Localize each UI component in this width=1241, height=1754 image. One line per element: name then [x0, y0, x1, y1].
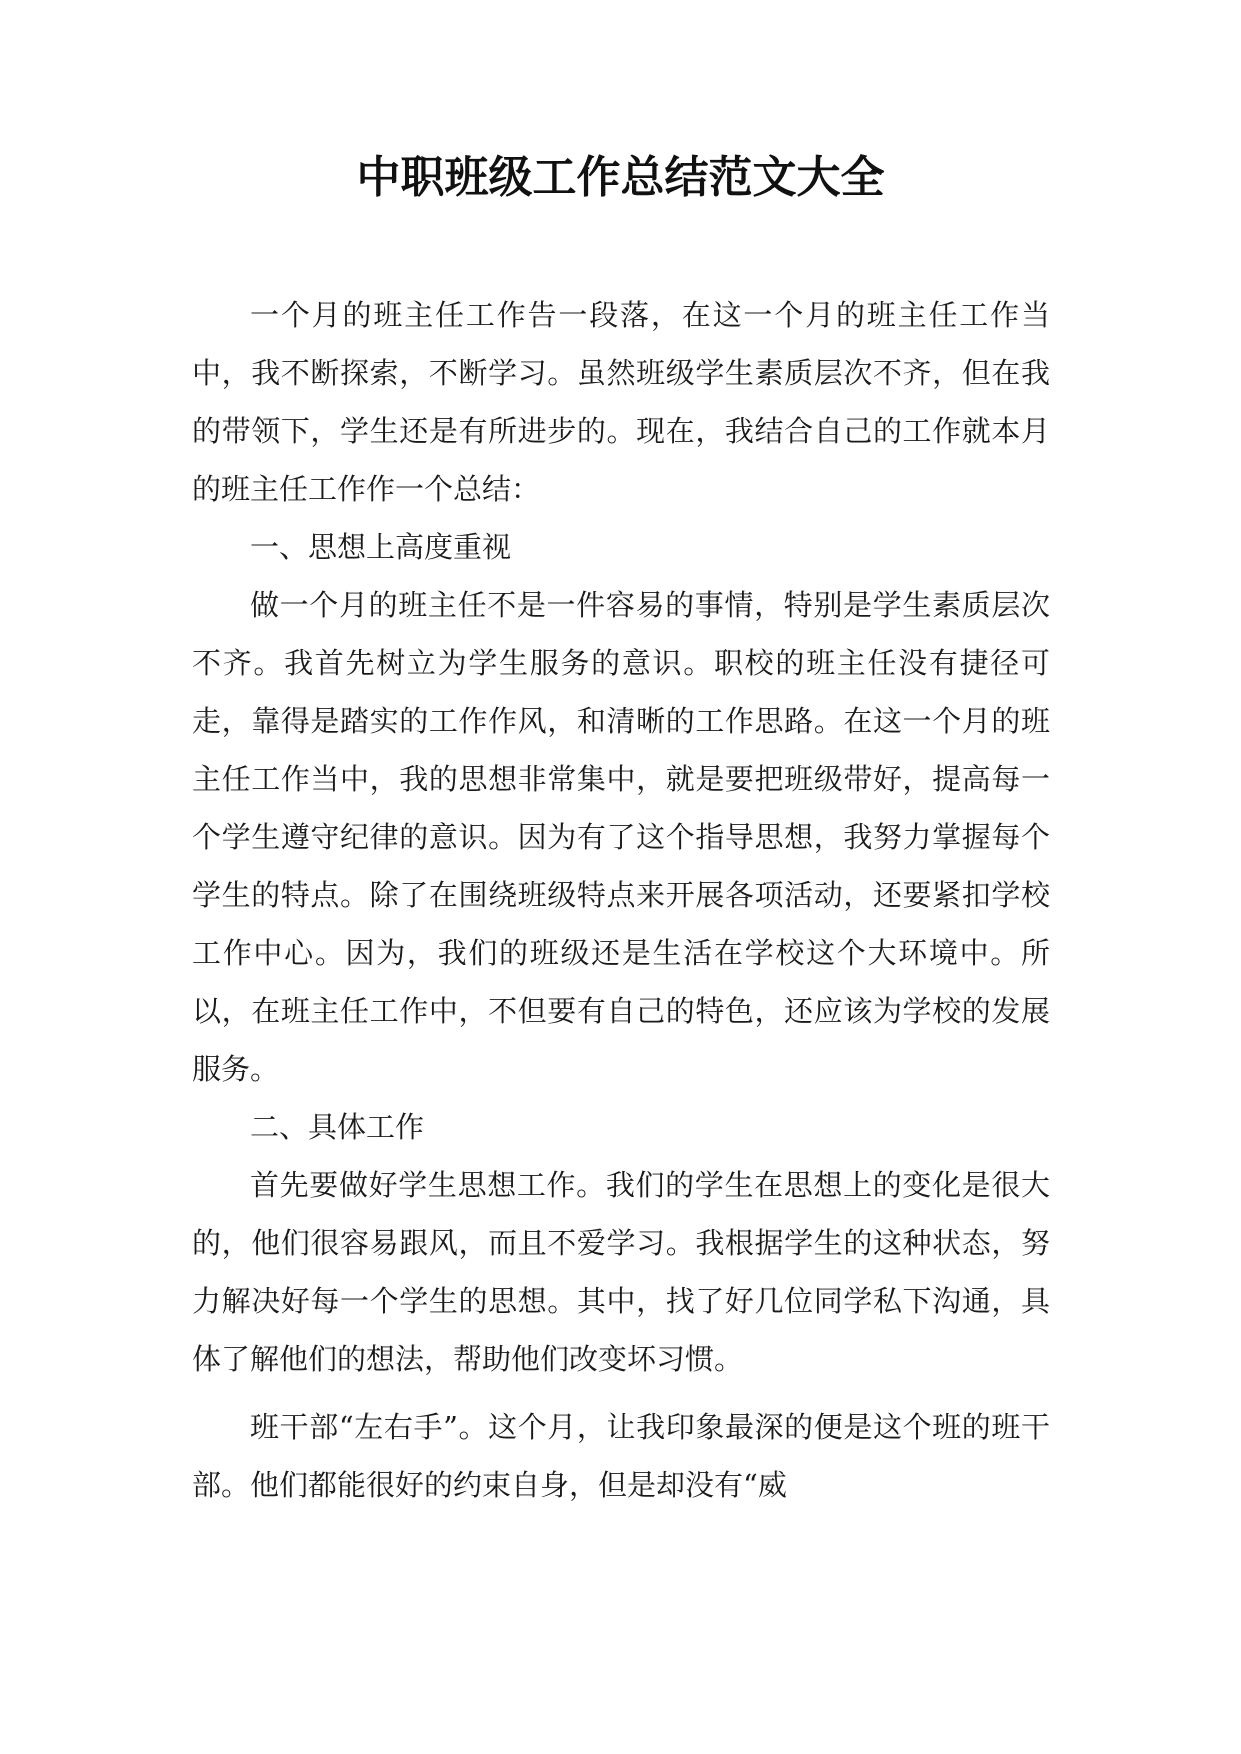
- section-1-paragraph: 做一个月的班主任不是一件容易的事情，特别是学生素质层次不齐。我首先树立为学生服务的意识。职校的班主任没有捷径可走，靠得是踏实的工作作风，和清晰的工作思路。在这一个月的班主任工作当中，我的思想非常集中，就是要把班级带好，提高每一个学生遵守纪律的意识。因为有了这个指导思想，我努力掌握每个学生的特点。除了在围绕班级特点来开展各项活动，还要紧扣学校工作中心。因为，我们的班级还是生活在学校这个大环境中。所以，在班主任工作中，不但要有自己的特色，还应该为学校的发展服务。: [192, 588, 1050, 1086]
- paragraph-spacer: [192, 1388, 1050, 1398]
- section-heading-1: 一、思想上高度重视: [250, 530, 512, 564]
- document-body: [192, 286, 1050, 1514]
- section-heading-2: 二、具体工作: [250, 1110, 425, 1144]
- document-title: 中职班级工作总结范文大全: [356, 152, 885, 203]
- intro-paragraph: 一个月的班主任工作告一段落，在这一个月的班主任工作当中，我不断探索，不断学习。虽然班级学生素质层次不齐，但在我的带领下，学生还是有所进步的。现在，我结合自己的工作就本月的班主任工作作一个总结：: [192, 298, 1050, 506]
- section-2-paragraph-1: 首先要做好学生思想工作。我们的学生在思想上的变化是很大的，他们很容易跟风，而且不爱学习。我根据学生的这种状态，努力解决好每一个学生的思想。其中，找了好几位同学私下沟通，具体了解他们的想法，帮助他们改变坏习惯。: [192, 1168, 1050, 1376]
- section-2-paragraph-2: 班干部“左右手”。这个月，让我印象最深的便是这个班的班干部。他们都能很好的约束自身，但是却没有“威: [192, 1410, 1050, 1502]
